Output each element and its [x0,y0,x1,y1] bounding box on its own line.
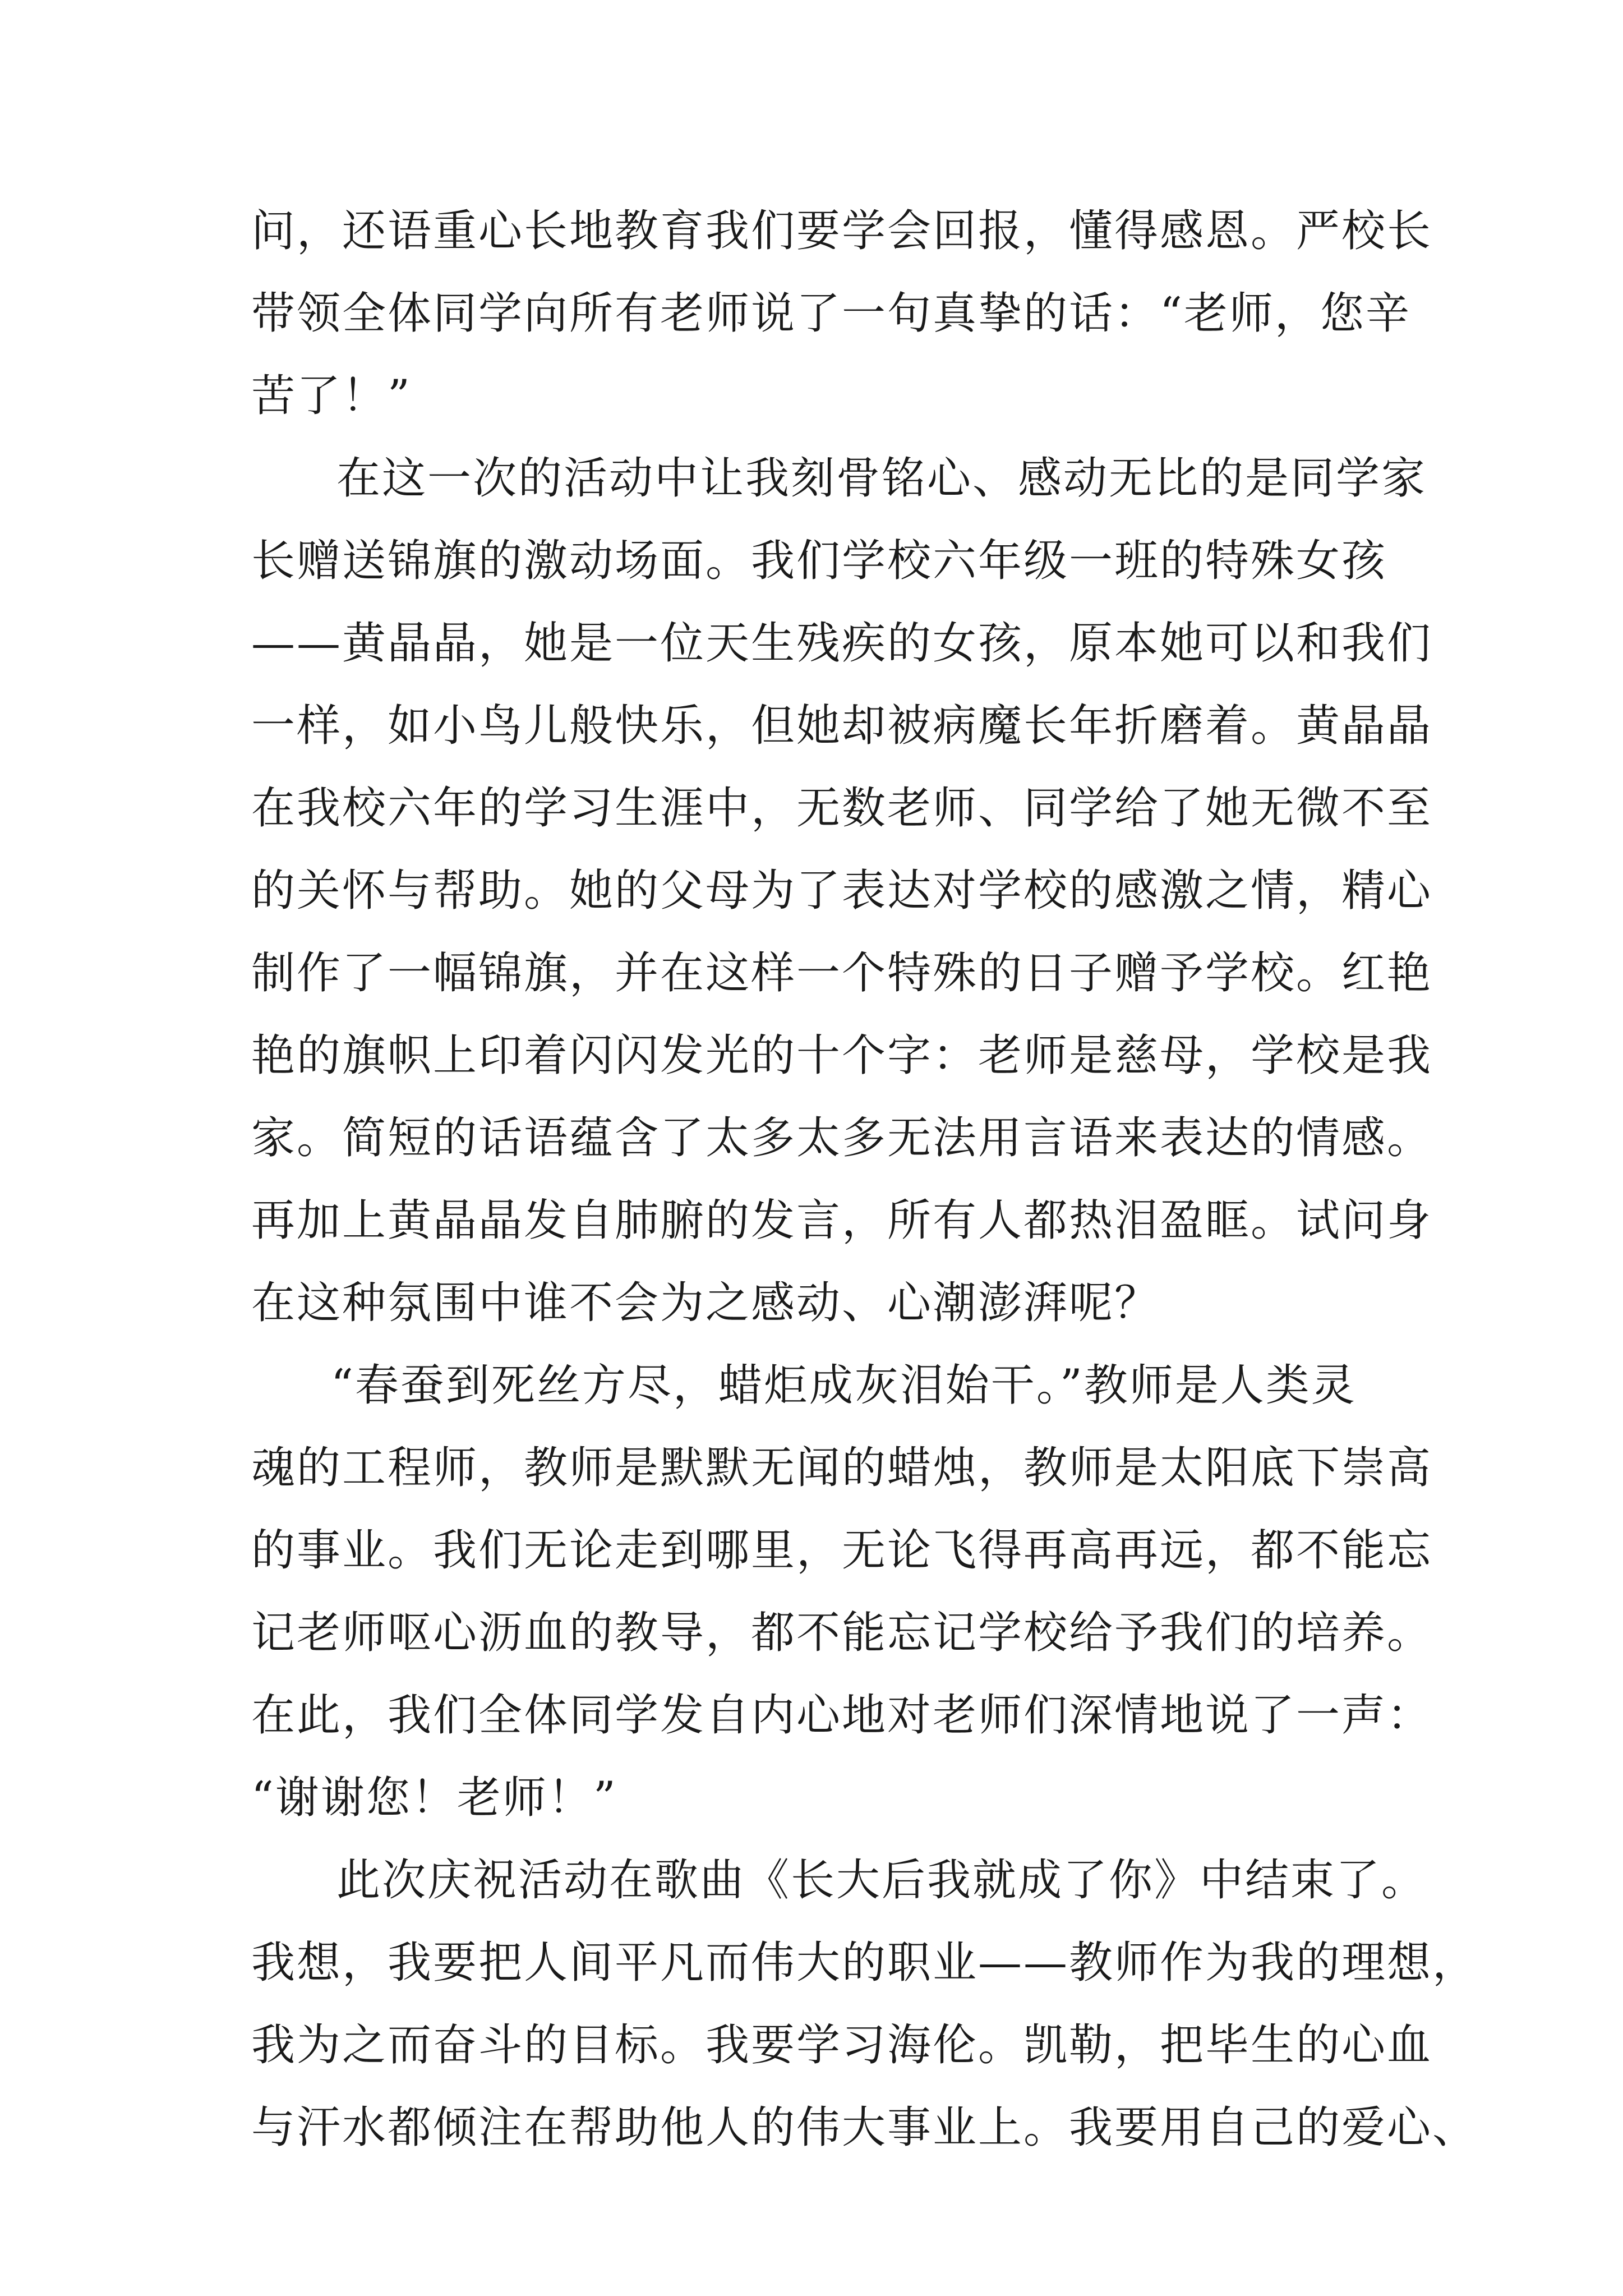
text-line: 再加上黄晶晶发自肺腑的发言，所有人都热泪盈眶。试问身 [251,1195,1433,1246]
text-line: 记老师呕心沥血的教导，都不能忘记学校给予我们的培养。 [251,1608,1433,1658]
text-line: “谢谢您！老师！” [251,1773,617,1823]
text-line: 我为之而奋斗的目标。我要学习海伦。凯勒，把毕生的心血 [251,2020,1433,2070]
text-line: 在此，我们全体同学发自内心地对老师们深情地说了一声： [251,1690,1433,1741]
text-line: 的事业。我们无论走到哪里，无论飞得再高再远，都不能忘 [251,1525,1433,1576]
text-line: 在这种氛围中谁不会为之感动、心潮澎湃呢？ [251,1278,1160,1328]
text-line: 艳的旗帜上印着闪闪发光的十个字：老师是慈母，学校是我 [251,1030,1433,1081]
text-line: 一样，如小鸟儿般快乐，但她却被病魔长年折磨着。黄晶晶 [251,701,1433,751]
paragraph-first-line: “春蚕到死丝方尽，蜡炬成灰泪始干。”教师是人类灵 [331,1360,1357,1411]
text-line: 苦了！” [251,371,412,421]
text-line: 的关怀与帮助。她的父母为了表达对学校的感激之情，精心 [251,866,1433,916]
text-line: 我想，我要把人间平凡而伟大的职业——教师作为我的理想， [251,1938,1478,1988]
text-line: 与汗水都倾注在帮助他人的伟大事业上。我要用自己的爱心、 [251,2102,1478,2153]
text-line: ——黄晶晶，她是一位天生残疾的女孩，原本她可以和我们 [251,618,1433,669]
text-line: 魂的工程师，教师是默默无闻的蜡烛，教师是太阳底下崇高 [251,1443,1433,1493]
text-line: 问，还语重心长地教育我们要学会回报，懂得感恩。严校长 [251,206,1433,256]
text-line: 带领全体同学向所有老师说了一句真挚的话：“老师，您辛 [251,288,1411,339]
paragraph-first-line: 此次庆祝活动在歌曲《长大后我就成了你》中结束了。 [336,1855,1427,1906]
paragraph-first-line: 在这一次的活动中让我刻骨铭心、感动无比的是同学家 [336,453,1427,504]
text-line: 制作了一幅锦旗，并在这样一个特殊的日子赠予学校。红艳 [251,948,1433,999]
text-line: 在我校六年的学习生涯中，无数老师、同学给了她无微不至 [251,783,1433,834]
text-line: 长赠送锦旗的激动场面。我们学校六年级一班的特殊女孩 [251,536,1387,586]
text-line: 家。简短的话语蕴含了太多太多无法用言语来表达的情感。 [251,1113,1433,1163]
